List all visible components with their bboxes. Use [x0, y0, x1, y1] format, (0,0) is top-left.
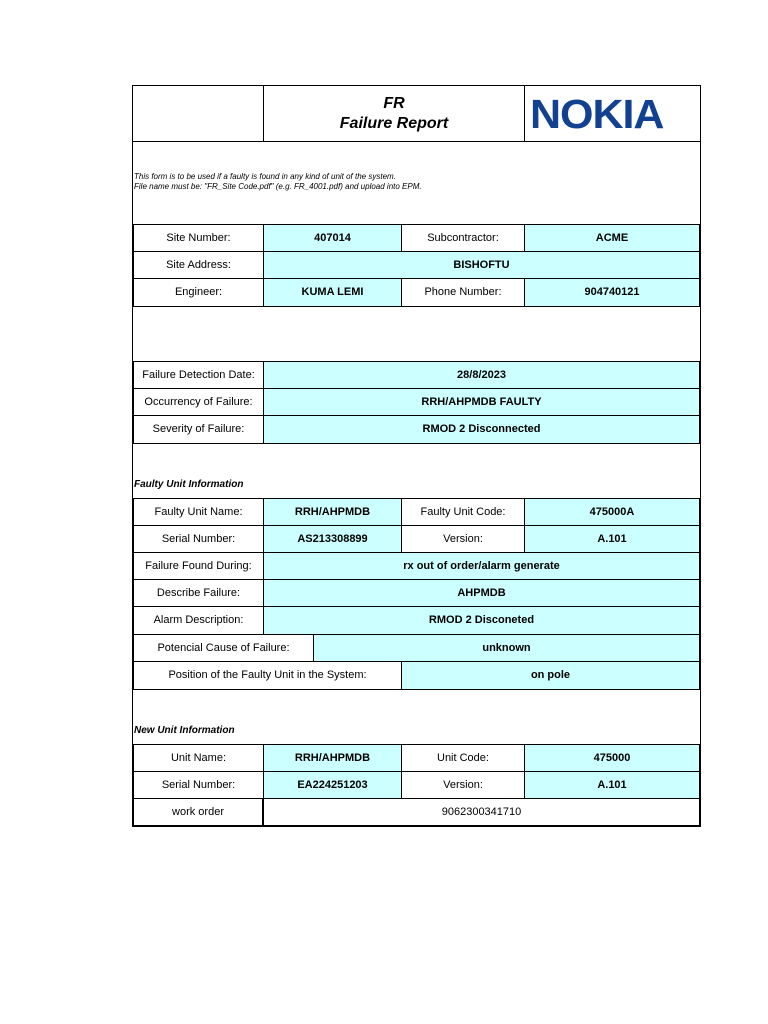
failure-detection-date-label: Failure Detection Date: [133, 361, 264, 389]
describe-failure-value: AHPMDB [263, 579, 700, 607]
faulty-unit-position-label: Position of the Faulty Unit in the System: [133, 661, 402, 690]
faulty-serial-number-label: Serial Number: [133, 525, 264, 553]
severity-of-failure-value: RMOD 2 Disconnected [263, 415, 700, 444]
phone-number-label: Phone Number: [401, 278, 525, 307]
report-title [263, 86, 525, 142]
potencial-cause-label: Potencial Cause of Failure: [133, 634, 314, 662]
nokia-logo [525, 86, 701, 142]
site-number-label: Site Number: [133, 224, 264, 252]
engineer-value: KUMA LEMI [263, 278, 402, 307]
instruction-line-1: This form is to be used if a faulty is found in any kind of unit of the system. [134, 172, 396, 181]
subcontractor-label: Subcontractor: [401, 224, 525, 252]
potencial-cause-value: unknown [313, 634, 700, 662]
occurrency-of-failure-value: RRH/AHPMDB FAULTY [263, 388, 700, 416]
faulty-version-value: A.101 [524, 525, 700, 553]
report-title-code: FR [383, 95, 405, 112]
subcontractor-value: ACME [524, 224, 700, 252]
unit-name-value: RRH/AHPMDB [263, 744, 402, 772]
new-serial-number-label: Serial Number: [133, 771, 264, 799]
failure-detection-date-value: 28/8/2023 [263, 361, 700, 389]
phone-number-value: 904740121 [524, 278, 700, 307]
alarm-description-label: Alarm Description: [133, 606, 264, 635]
nokia-logo-text: NOKIA [530, 90, 664, 137]
report-title-text: Failure Report [339, 115, 449, 132]
unit-code-value: 475000 [524, 744, 700, 772]
unit-code-label: Unit Code: [401, 744, 525, 772]
faulty-unit-section-title: Faulty Unit Information [134, 478, 244, 490]
work-order-label: work order [133, 798, 264, 826]
faulty-version-label: Version: [401, 525, 525, 553]
failure-report-form [132, 85, 701, 827]
site-number-value: 407014 [263, 224, 402, 252]
site-address-label: Site Address: [133, 251, 264, 279]
faulty-unit-name-label: Faulty Unit Name: [133, 498, 264, 526]
new-version-label: Version: [401, 771, 525, 799]
failure-found-during-label: Failure Found During: [133, 552, 264, 580]
header-divider [133, 141, 700, 142]
instruction-line-2: File name must be: "FR_Site Code.pdf" (e.g. FR_4001.pdf) and upload into EPM. [134, 182, 422, 192]
describe-failure-label: Describe Failure: [133, 579, 264, 607]
occurrency-of-failure-label: Occurrency of Failure: [133, 388, 264, 416]
failure-found-during-value: rx out of order/alarm generate [263, 552, 700, 580]
engineer-label: Engineer: [133, 278, 264, 307]
work-order-value: 9062300341710 [263, 798, 700, 826]
new-unit-section-title: New Unit Information [134, 724, 235, 736]
new-serial-number-value: EA224251203 [263, 771, 402, 799]
new-version-value: A.101 [524, 771, 700, 799]
faulty-unit-position-value: on pole [401, 661, 700, 690]
faulty-unit-code-value: 475000A [524, 498, 700, 526]
alarm-description-value: RMOD 2 Disconeted [263, 606, 700, 635]
faulty-unit-name-value: RRH/AHPMDB [263, 498, 402, 526]
site-address-value: BISHOFTU [263, 251, 700, 279]
form-instructions [134, 172, 422, 193]
unit-name-label: Unit Name: [133, 744, 264, 772]
faulty-serial-number-value: AS213308899 [263, 525, 402, 553]
faulty-unit-code-label: Faulty Unit Code: [401, 498, 525, 526]
severity-of-failure-label: Severity of Failure: [133, 415, 264, 444]
